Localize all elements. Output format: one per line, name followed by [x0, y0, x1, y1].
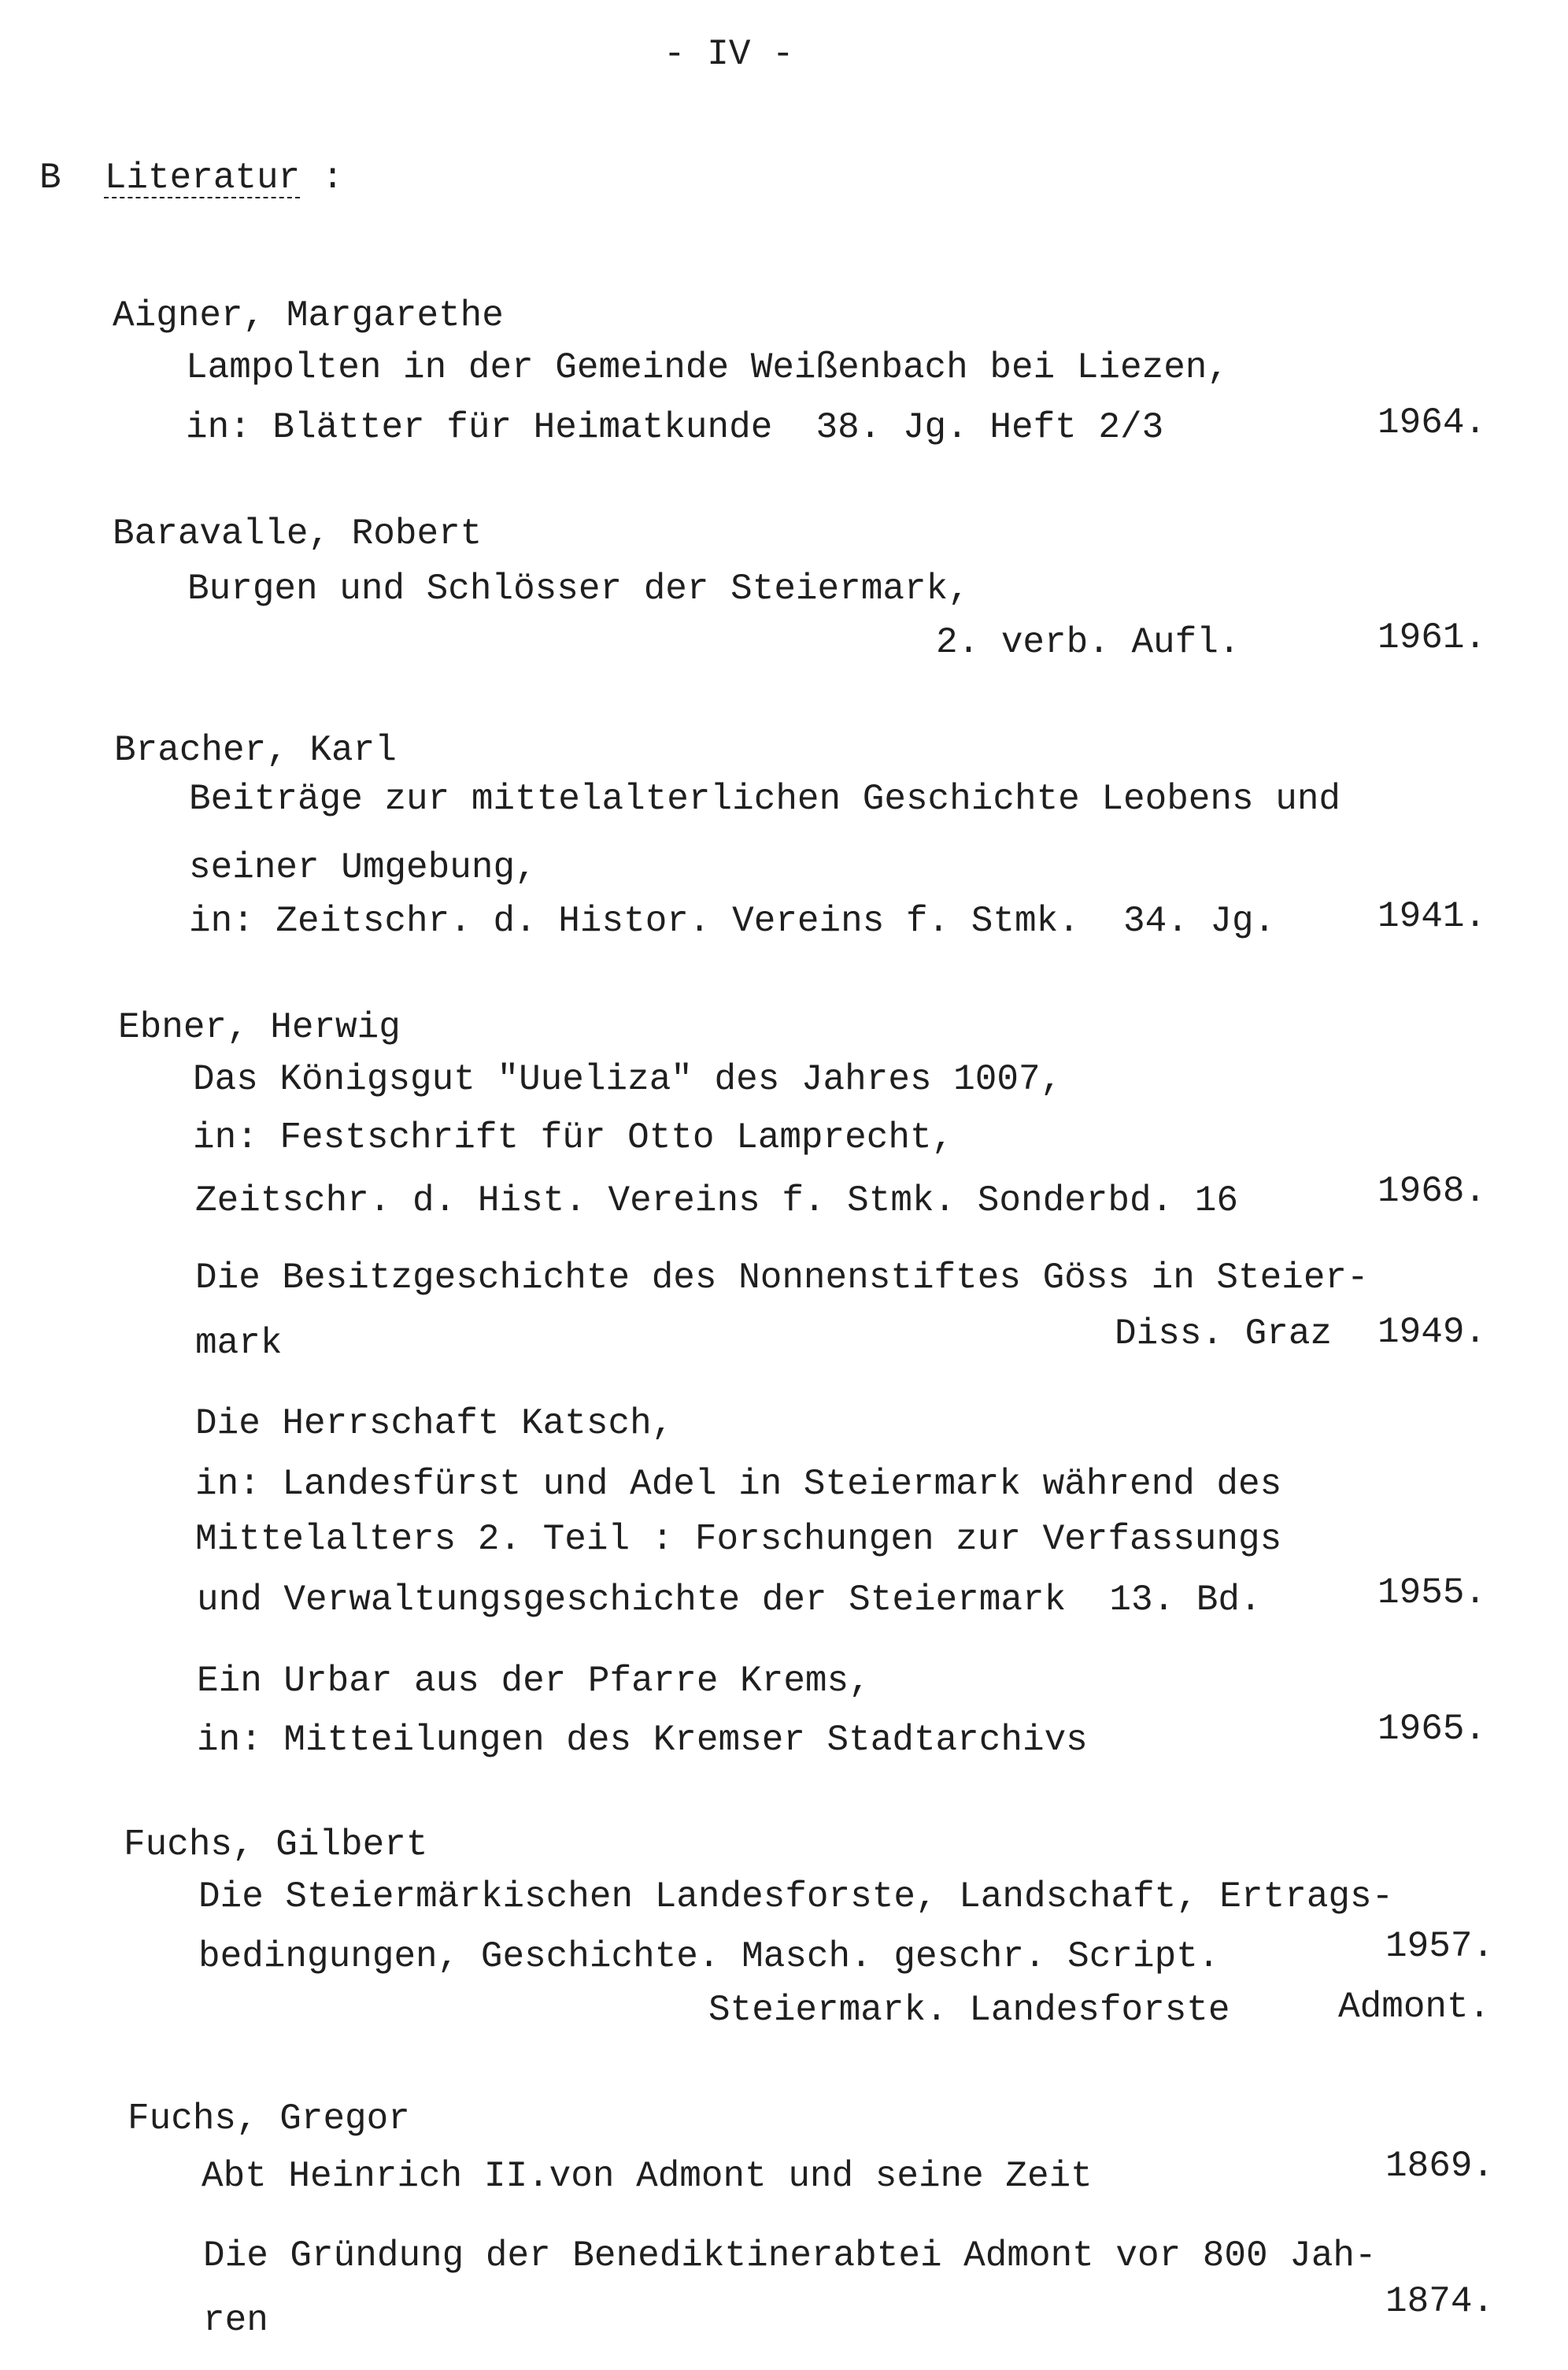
entry-line: und Verwaltungsgeschichte der Steiermark 13. Bd.: [197, 1579, 1262, 1620]
entry-year: 1955.: [1378, 1572, 1487, 1613]
entry-line: seiner Umgebung,: [189, 847, 537, 888]
entry-line: in: Mitteilungen des Kremser Stadtarchivs: [197, 1720, 1088, 1761]
section-colon: :: [321, 157, 344, 198]
entry-year: 1964.: [1378, 402, 1487, 443]
entry-year: 1965.: [1378, 1709, 1487, 1750]
section-heading: [39, 157, 344, 198]
entry-year: 1957.: [1385, 1926, 1495, 1967]
section-title: Literatur: [104, 157, 301, 198]
entry-author: Bracher, Karl: [114, 730, 397, 771]
entry-line: 2. verb. Aufl.: [936, 622, 1241, 663]
entry-line: Die Besitzgeschichte des Nonnenstiftes Göss in Steier-: [195, 1257, 1369, 1298]
section-letter: B: [39, 157, 61, 198]
entry-line: Zeitschr. d. Hist. Vereins f. Stmk. Sonderbd. 16: [195, 1180, 1239, 1221]
entry-line: in: Landesfürst und Adel in Steiermark während des: [195, 1464, 1282, 1505]
entry-line: Die Gründung der Benediktinerabtei Admont vor 800 Jah-: [203, 2235, 1377, 2276]
entry-year: 1869.: [1385, 2146, 1495, 2187]
entry-line: Lampolten in der Gemeinde Weißenbach bei Liezen,: [186, 347, 1230, 388]
entry-line: in: Festschrift für Otto Lamprecht,: [193, 1117, 954, 1158]
entry-line: Das Königsgut "Uueliza" des Jahres 1007,: [193, 1059, 1063, 1100]
entry-line: Admont.: [1338, 1987, 1491, 2027]
entry-line: Die Herrschaft Katsch,: [195, 1403, 674, 1444]
entry-line: Steiermark. Landesforste: [708, 1990, 1230, 2031]
entry-line: Ein Urbar aus der Pfarre Krems,: [197, 1661, 871, 1702]
entry-author: Fuchs, Gregor: [128, 2098, 410, 2139]
entry-line: Diss. Graz: [1115, 1313, 1333, 1354]
entry-line: Abt Heinrich II.von Admont und seine Zeit: [202, 2156, 1093, 2197]
entry-author: Baravalle, Robert: [113, 513, 483, 554]
entry-line: in: Zeitschr. d. Histor. Vereins f. Stmk. 34. Jg.: [189, 901, 1276, 942]
entry-line: Die Steiermärkischen Landesforste, Landschaft, Ertrags-: [198, 1876, 1394, 1917]
entry-line: bedingungen, Geschichte. Masch. geschr. Script.: [198, 1936, 1220, 1977]
entry-year: 1968.: [1378, 1171, 1487, 1212]
entry-author: Ebner, Herwig: [118, 1007, 401, 1048]
page-number: - IV -: [664, 34, 794, 75]
entry-author: Aigner, Margarethe: [113, 295, 504, 336]
entry-year: 1949.: [1378, 1312, 1487, 1353]
entry-line: Burgen und Schlösser der Steiermark,: [187, 568, 970, 609]
entry-line: Beiträge zur mittelalterlichen Geschichte Leobens und: [189, 779, 1341, 820]
entry-year: 1941.: [1378, 896, 1487, 937]
entry-author: Fuchs, Gilbert: [124, 1824, 428, 1865]
entry-line: ren: [203, 2300, 268, 2341]
entry-line: mark: [195, 1323, 283, 1364]
entry-line: in: Blätter für Heimatkunde 38. Jg. Heft 2/3: [186, 407, 1164, 448]
entry-year: 1874.: [1385, 2281, 1495, 2322]
entry-line: Mittelalters 2. Teil : Forschungen zur Verfassungs: [195, 1519, 1282, 1560]
entry-year: 1961.: [1378, 617, 1487, 658]
